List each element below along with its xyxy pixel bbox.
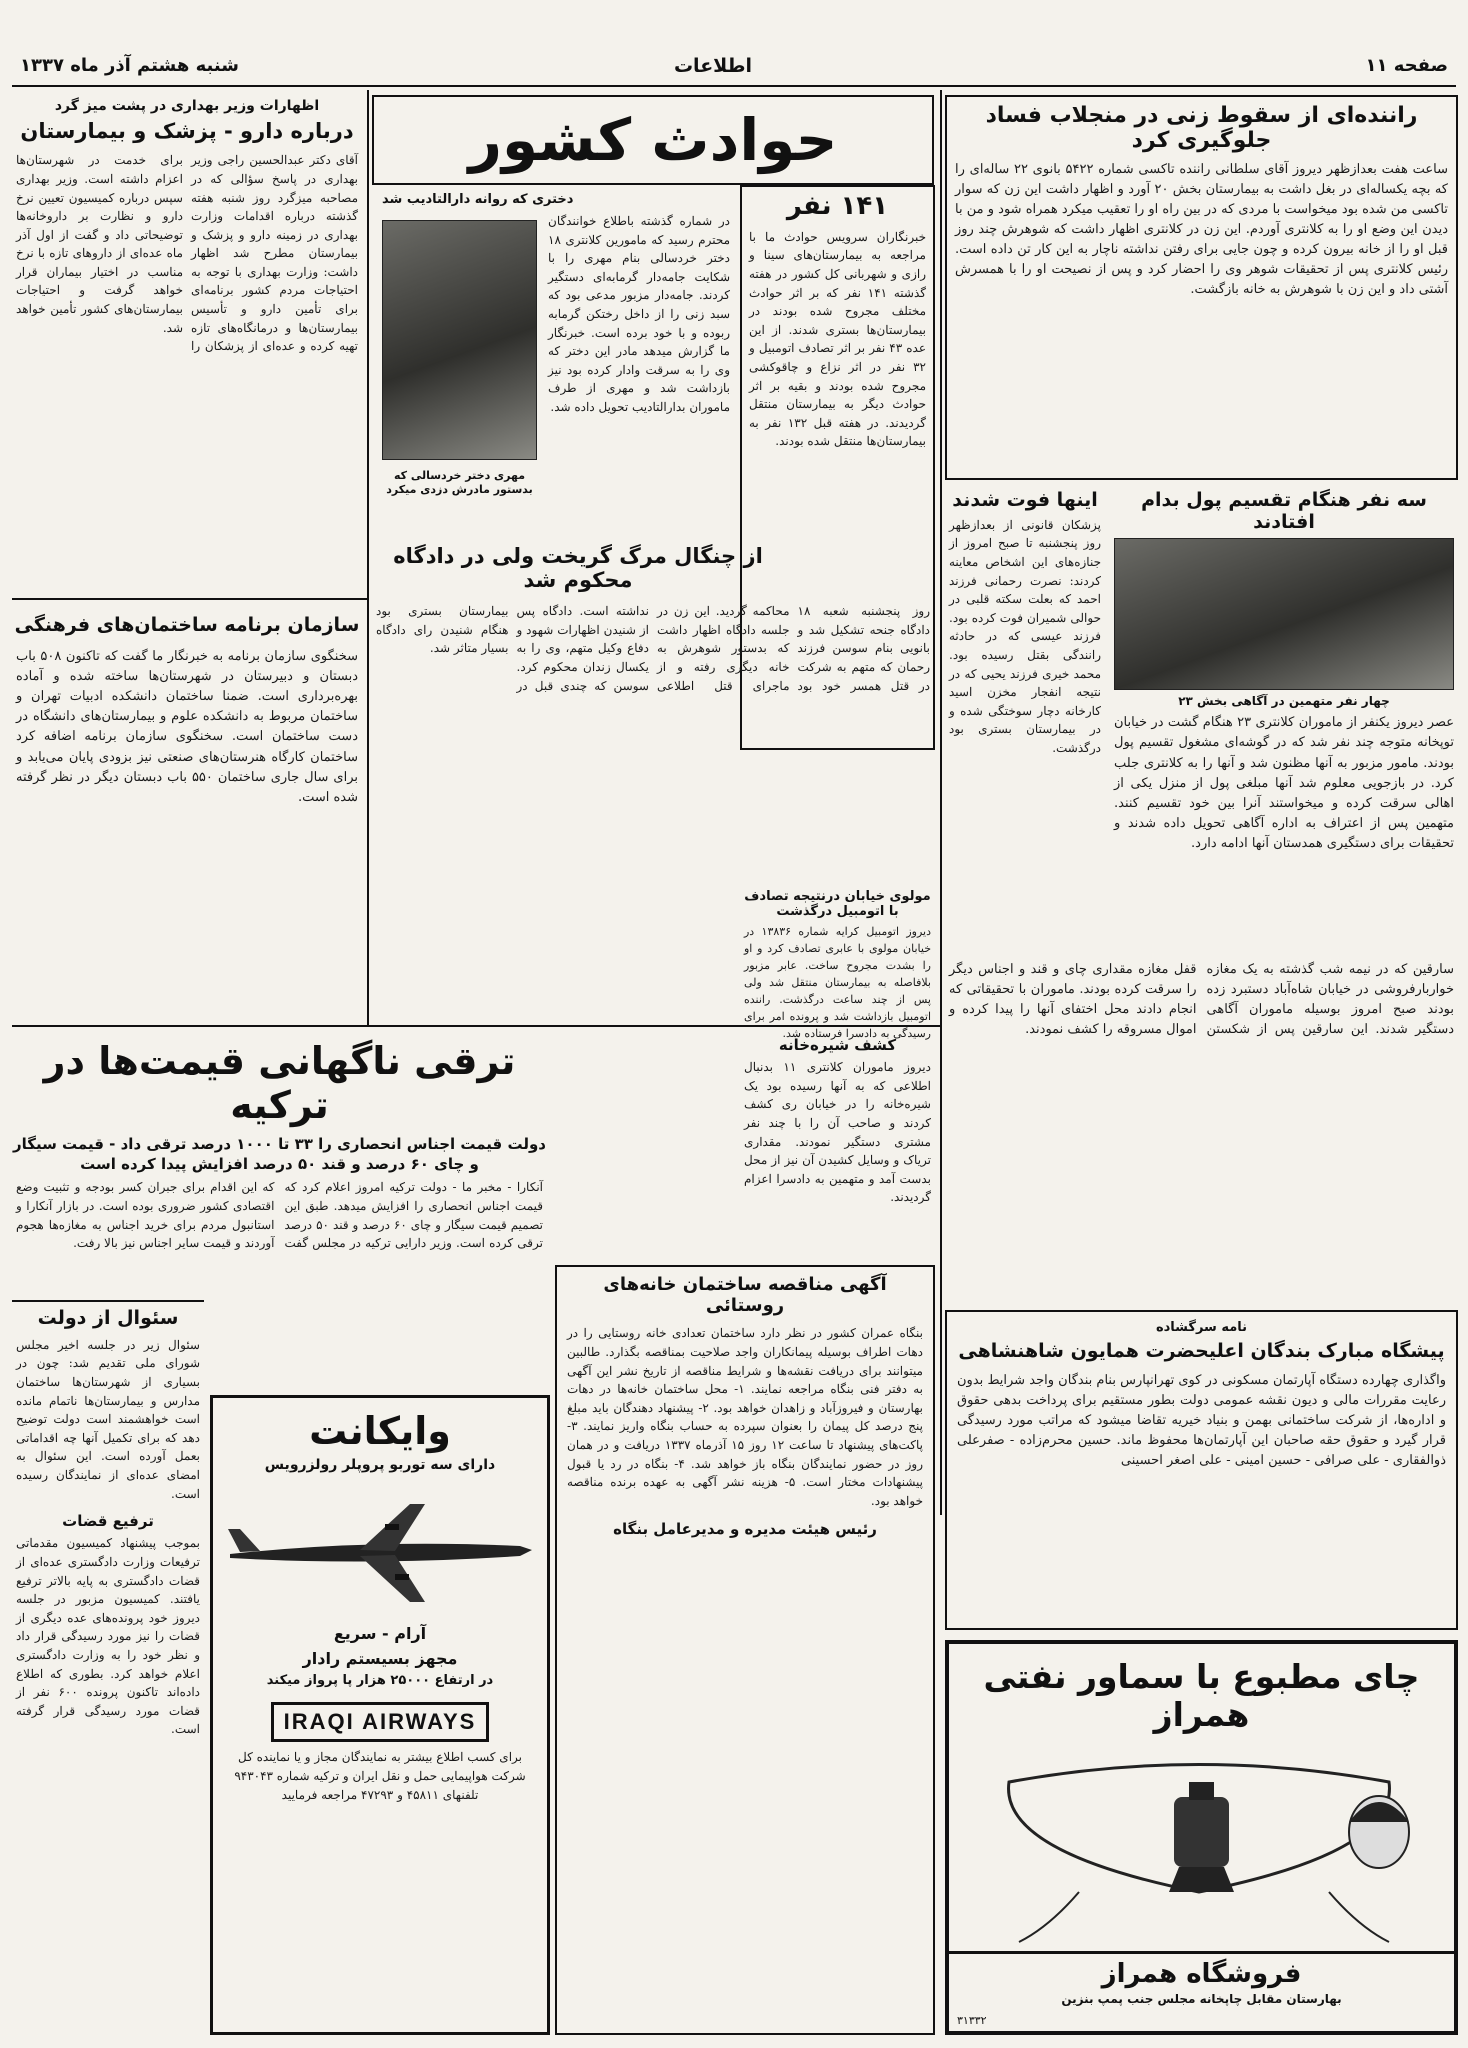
promotion-title: ترفیع قضات [62,1512,154,1531]
driver-story-body: ساعت هفت بعدازظهر دیروز آقای سلطانی راننده تاکسی شماره ۵۴۲۲ بانوی ۲۲ ساله‌ای را که بچه یکساله‌ای در بغل داشت به بیمارستان بخش ۲۰ آورد و اظهار داشت این زن که سوار تاکسی من شده بود میخواست با مردی که در بین راه او را تعقیب میکرد همراه شود و من با دیدن این وضع او را به کلانتری آوردم. این زن در کلانتری اظهار داشت که شوهرش چند روز قبل او را از خانه بیرون کرده و چون جایی برای رفتن نداشته ناچار به این کار تن داده است. رئیس کلانتری پس از تحقیقات شوهر وی را احضار کرد و پس از نصیحت او را با همسرش آشتی داد و این زن با شوهرش به خانه بازگشت. [955,161,1448,298]
court-story-title: از چنگال مرگ گریخت ولی در دادگاه محکوم شد [393,544,763,593]
drug-den-story-title: کشف شیره‌خانه [778,1036,897,1054]
airline-logo: IRAQI AIRWAYS [271,1702,490,1742]
driver-story-title: راننده‌ای از سقوط زنی در منجلاب فساد جلوگیری کرد [985,103,1418,154]
tea-ad-store-name: فروشگاه همراز [1101,1959,1302,1989]
question-story-title: سئوال از دولت [37,1307,179,1329]
health-story-body: آقای دکتر عبدالحسین راجی وزیر بهداری در پاسخ سؤالی که در مصاحبه میزگرد روز شنبه هفته گذشته درباره اقدامات وزارت بهداری در زمینه دارو و پزشک و بیمارستان مطرح شد اظهار داشت: وزارت بهداری با توجه به احتیاجات مردم کشور برنامه‌ای برای تأمین دارو و تأسیس بیمارستان‌ها و درمانگاه‌های تازه تهیه کرده و عده‌ای از پزشکان را برای خدمت در شهرستان‌ها اعزام داشته است. وزیر بهداری سپس درباره کمیسیون تعیین نرخ دارو و نظارت بر داروخانه‌ها توضیحاتی داد و گفت از اول آذر ماه عده‌ای از داروهای تازه با نرخ مناسب در اختیار بیماران قرار خواهد گرفت و احتیاجات بیمارستان‌های کشور تأمین خواهد شد. [16,153,358,354]
tender-ad-body: بنگاه عمران کشور در نظر دارد ساختمان تعدادی خانه روستایی را در دهات اطراف بوسیله پیمانکاران واجد صلاحیت بمناقصه بگذارد. طالبین میتوانند برای دریافت نقشه‌ها و شرایط مناقصه از تاریخ نشر این آگهی به دفتر فنی بنگاه مراجعه نمایند. ۱- محل ساختمان خانه‌ها در دهات بهارستان و فیروزآباد و زاهدان خواهد بود. ۲- پیشنهاد دهندگان باید مبلغ پنج درصد کل پیمان را بعنوان سپرده به حساب بنگاه واریز نمایند. ۳- پاکت‌های پیشنهاد تا ساعت ۱۲ روز ۱۵ آذرماه ۱۳۳۷ دریافت و در همان روز در حضور نمایندگان بنگاه باز خواهد شد. ۴- بنگاه در رد یا قبول پیشنهادات مختار است. ۵- هزینه نشر آگهی به عهده برنده مناقصه خواهد بود. [567,1326,923,1508]
robbery-story-body: سارقین که در نیمه شب گذشته به یک مغازه خواربارفروشی در خیابان شاه‌آباد دستبرد زده بودند صبح امروز بوسیله ماموران آگاهی دستگیر شدند. این سارقین پس از شکستن قفل مغازه مقداری چای و قند و اجناس دیگر را سرقت کرده بودند. ماموران با تحقیقاتی که انجام دادند محل اختفای آنها را پیدا کرده و اموال مسروقه را کشف نمودند. [949,962,1454,1038]
tender-ad-signature: رئیس هیئت مدیره و مدیرعامل بنگاه [613,1520,877,1539]
incidents-section-title: حوادث کشور [468,106,838,174]
rule-col-4 [940,90,942,1515]
airline-logo-wrap [219,1702,541,1742]
girl-story [372,190,734,520]
rule-middle [12,1025,940,1027]
arrest-story-body: عصر دیروز یکنفر از ماموران کلانتری ۲۳ هنگام گشت در خیابان توپخانه متوجه چند نفر شد که در گوشه‌ای مشغول تقسیم پول بودند. مامور مزبور به آنها مظنون شد و آنها را به کلانتری جلب کرد. در بازجویی معلوم شد آنها مبلغی پول از منزل یکی از اهالی سرقت کرده و میخواستند آنرا بین خود تقسیم کنند. متهمین پس از اعتراف به اداره آگاهی تحویل داده شدند و تحقیقات برای دستگیری همدستان آنها ادامه دارد. [1114,715,1454,852]
tea-ad-footer-bar [949,1951,1454,2031]
suspects-photo-caption: چهار نفر متهمین در آگاهی بخش ۲۳ [1178,693,1390,708]
deaths-story [945,486,1105,851]
robbery-story [945,960,1458,1305]
royal-letter-title: پیشگاه مبارک بندگان اعلیحضرت همایون شاهنشاهی [958,1339,1445,1362]
collision-story-title: مولوی خیابان درنتیجه تصادف با اتومبیل درگذشت [744,889,931,919]
program-story-body: سخنگوی سازمان برنامه به خبرنگار ما گفت که تاکنون ۵۰۸ باب دبستان و دبیرستان در شهرستان‌ها ساخته شده و آماده بهره‌برداری است. ضمنا ساختمان دانشکده ادبیات تهران و ساختمان مربوط به دانشکده علوم و بیمارستان‌های دانشگاه در دست ساختمان است. سخنگوی سازمان برنامه اضافه کرد ساختمان کارگاه هنرستان‌های صنعتی نیز بزودی پایان می‌یابد و برای سال جاری ساختمان ۵۵۰ باب دبستان دیگر در نظر گرفته شده است. [16,648,359,805]
airline-altitude: در ارتفاع ۲۵۰۰۰ هزار پا پرواز میکند [266,1673,494,1689]
header-rule [12,85,1456,87]
arrest-story [1110,486,1458,956]
incidents-section [372,95,934,185]
tea-ad-address: بهارستان مقابل چاپخانه مجلس جنب پمپ بنزین [1061,1991,1342,2006]
tender-ad-title: آگهی مناقصه ساختمان خانه‌های روستائی [603,1274,887,1316]
injured-story-title: ۱۴۱ نفر [786,191,889,221]
program-story-title: سازمان برنامه ساختمان‌های فرهنگی [14,614,360,636]
girl-story-body: در شماره گذشته باطلاع خوانندگان محترم رسید که مامورین کلانتری ۱۸ دختر خردسالی بنام مهری را با شکایت جامه‌دار گرمابه‌ای دستگیر کردند. جامه‌دار مزبور مدعی بود که سبد زنی را از داخل رختکن گرمابه ربوده و با خود برده است. خبرنگار ما گزارش میدهد مادر این دختر که وی را به سرقت وادار کرده بود نیز بازداشت شد و مهری از طرف ماموران بدارالتادیب تحویل داده شد. [548,214,730,414]
tea-ad [945,1640,1458,2035]
airplane-icon [220,1484,540,1614]
royal-letter [945,1310,1458,1630]
airline-brand: وایکانت [309,1409,451,1453]
drug-den-story [740,1035,935,1265]
royal-letter-body: واگذاری چهارده دستگاه آپارتمان مسکونی در کوی تهرانپارس بنام بندگان واجد شرایط بدون رعایت مقررات مالی و دیون نقشه عمومی دولت بطور مستقیم برای پرداخت بدهی حقوق و اداره‌ها، از شرکت ساختمانی بهمن و بنیاد خیریه تقاضا میشود که مراتب مورد رسیدگی قرار گیرد و حقوق حقه صاحبان این آپارتمان‌ها محفوظ ماند. حسین محرم‌زاده - صفرعلی ذوالفقاری - علی صرافی - حسین امینی - علی اصغر احسینی [957,1372,1446,1469]
girl-photo-caption: مهری دختر خردسالی که بدستور مادرش دزدی میکرد [386,469,533,497]
question-story [12,1300,204,2035]
rule-col-2 [367,90,369,1025]
injured-story-body: خبرنگاران سرویس حوادث ما با مراجعه به بیمارستان‌های سینا و رازی و شهربانی کل کشور در هفته گذشته ۱۴۱ نفر که بر اثر حوادث مختلف مجروح شده بودند در بیمارستان‌ها بستری شدند. از این عده ۴۳ نفر بر اثر تصادف اتومبیل و ۳۲ نفر در اثر نزاع و چاقوکشی مجروح شده بودند و بقیه بر اثر حوادث دیگر به بیمارستان منتقل گردیدند. در هفته قبل ۱۳۲ نفر به بیمارستان‌ها منتقل شده بودند. [749,229,926,449]
collision-story-body: دیروز اتومبیل کرایه شماره ۱۳۸۳۶ در خیابان مولوی با عابری تصادف کرد و او را بشدت مجروح ساخت. عابر مزبور بلافاصله به بیمارستان منتقل شد ولی پس از چند ساعت درگذشت. راننده اتومبیل بازداشت شد و پرونده امر برای رسیدگی به دادسرا فرستاده شد. [744,924,931,1041]
arrest-story-title: سه نفر هنگام تقسیم پول بدام افتادند [1141,489,1427,533]
tea-ad-code: ۳۱۳۳۲ [957,2014,987,2027]
suspects-photo [1114,538,1454,690]
girl-photo [382,220,537,460]
turkey-story [12,1030,547,1295]
tender-ad [555,1265,935,2035]
airline-tagline: دارای سه توربو پروپلر رولزرویس [264,1456,496,1473]
court-story-body: روز پنجشنبه شعبه ۱۸ دادگاه جنحه تشکیل شد و بانویی بنام سوسن فرزند رحمان که متهم به شرکت در قتل همسر خود بود محاکمه گردید. این زن در جلسه دادگاه اظهار داشت که بدستور شوهرش به خانه دیگری رفته و از ماجرای قتل اطلاعی نداشته است. دادگاه پس از شنیدن اظهارات شهود و دفاع وکیل متهم، وی را به یکسال زندان محکوم کرد. سوسن که چندی قبل در بیمارستان بستری بود هنگام شنیدن رای دادگاه بسیار متاثر شد. [376,604,930,693]
airline-ad [210,1395,550,2035]
royal-letter-kicker: نامه سرگشاده [1155,1320,1248,1335]
driver-story [945,95,1458,480]
turkey-story-body: آنکارا - مخبر ما - دولت ترکیه امروز اعلام کرد که قیمت اجناس انحصاری را افزایش میدهد. طبق این تصمیم قیمت سیگار و چای ۶۰ درصد و قند ۵۰ درصد ترقی کرده است. وزیر دارایی ترکیه در مجلس گفت که این اقدام برای جبران کسر بودجه و تثبیت وضع اقتصادی کشور ضروری بوده است. در بازار آنکارا و استانبول مردم برای خرید اجناس به مغازه‌ها هجوم آوردند و قیمت سایر اجناس نیز بالا رفت. [16,1180,543,1251]
girl-story-title: دختری که روانه دارالتادیب شد [382,192,574,207]
health-story-title: درباره دارو - پزشک و بیمارستان [20,119,354,144]
page-number: صفحه ۱۱ [1365,55,1448,76]
health-story-kicker: اظهارات وزیر بهداری در پشت میز گرد [54,98,320,114]
deaths-story-body: پزشکان قانونی از بعدازظهر روز پنجشنبه تا صبح امروز از جنازه‌های این اشخاص معاینه کردند: نصرت رحمانی فرزند احمد که بعلت سکته قلبی در حوالی شمیران فوت کرده بود. فرزند عیسی که در حادثه رانندگی بقتل رسیده بود. محمد خیری فرزند یحیی که در نتیجه انفجار مخزن اسید کارخانه دچار سوختگی شده و در بیمارستان بستری بود درگذشت. [949,517,1101,755]
collision-story [740,889,935,1041]
airline-footer: برای کسب اطلاع بیشتر به نمایندگان مجاز و یا نماینده کل شرکت هواپیمایی حمل و نقل ایران و ترکیه شماره ۹۴۳۰۴۳ تلفنهای ۴۵۸۱۱ و ۴۷۲۹۳ مراجعه فرمایید [234,1750,526,1802]
health-story [12,95,362,595]
samovar-illustration [949,1742,1454,1957]
airline-speed: آرام - سریع [333,1623,427,1643]
question-story-body: سئوال زیر در جلسه اخیر مجلس شورای ملی تقدیم شد: چون در بسیاری از شهرستان‌ها ساختمان مدارس و بیمارستان‌ها ناتمام مانده است خواهشمند است دولت توضیح دهد که برای تکمیل آنها چه اقداماتی بعمل آورده است. این سئوال به امضای عده‌ای از نمایندگان رسیده است. [16,1337,200,1501]
airline-radar: مجهز بسیستم رادار [302,1648,458,1668]
turkey-story-subtitle: دولت قیمت اجناس انحصاری را ۳۳ تا ۱۰۰۰ درصد ترقی داد - قیمت سیگار و چای ۶۰ درصد و قند ۵۰ درصد افزایش پیدا کرده است [12,1135,547,1173]
rule-health-bottom [12,598,367,600]
tea-ad-title: چای مطبوع با سماور نفتی همراز [983,1657,1420,1734]
deaths-story-title: اینها فوت شدند [952,489,1098,511]
newspaper-name: اطلاعات [673,55,753,77]
program-story [12,605,362,1020]
issue-date: شنبه هشتم آذر ماه ۱۳۳۷ [20,55,239,76]
promotion-body: بموجب پیشنهاد کمیسیون مقدماتی ترفیعات وزارت دادگستری عده‌ای از قضات دادگستری به پایه بالاتر ترفیع یافتند. کمیسیون مزبور در جلسه دیروز خود پرونده‌های عده دیگری از قضات را نیز مورد رسیدگی قرار داد و نظر خود را به وزارت دادگستری اعلام خواهد کرد. بطوری که اطلاع داده‌اند تاکنون پرونده ۶۰۰ نفر از قضات مورد رسیدگی قرار گرفته است. [16,1536,200,1737]
drug-den-story-body: دیروز ماموران کلانتری ۱۱ بدنبال اطلاعی که به آنها رسیده بود یک شیره‌خانه را در خیابان ری کشف کردند و صاحب آن را با چند نفر مشتری دستگیر نمودند. مقداری تریاک و وسایل کشیدن آن نیز از محل بدست آمد و متهمین به دادسرا اعزام گردیدند. [744,1060,931,1205]
girl-story-body-wrap [544,212,734,512]
turkey-story-title: ترقی ناگهانی قیمت‌ها در ترکیه [43,1039,516,1127]
page-header [0,0,1468,80]
